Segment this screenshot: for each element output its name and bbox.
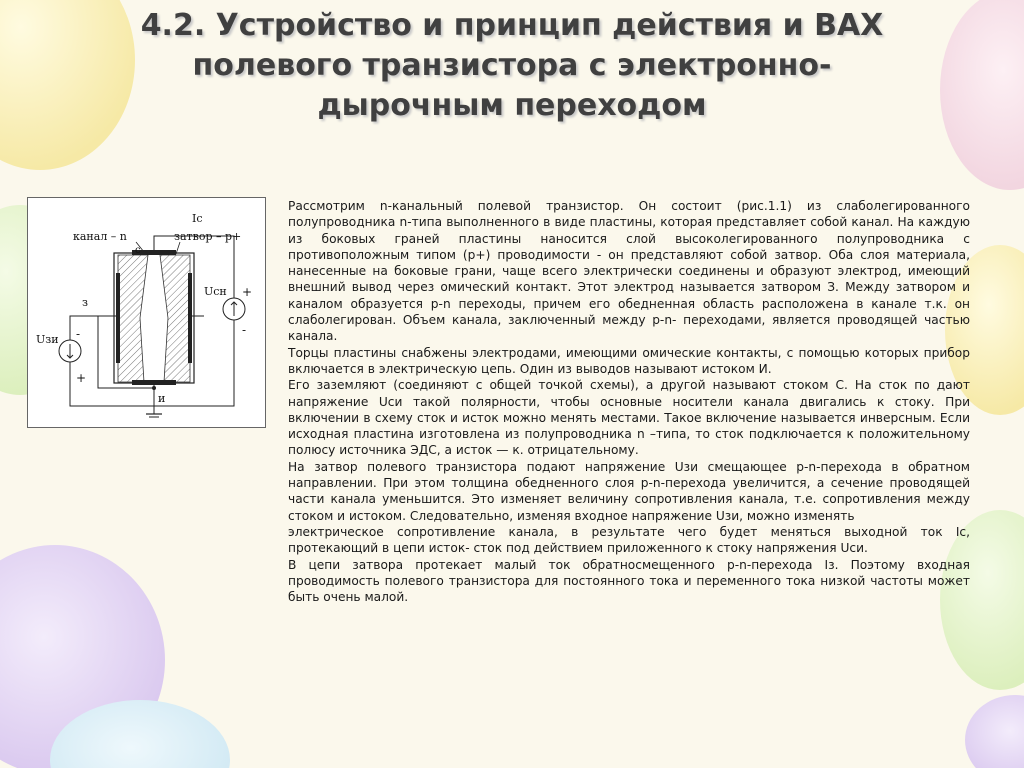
paragraph: Его заземляют (соединяют с общей точкой схемы), а другой называют стоком С. На сток по дают напряжение Uси такой полярности, чтобы основные носители канала двигались к стоку. При включении в схему сток и исток можно менять местами. Такое включение называется инверсным. Если исходная пластина изготовлена из полупроводника n –типа, то сток подключается к положительному полюсу источника ЭДС, а исток — к. отрицательному. [288, 378, 970, 458]
label-uzn: Uзи [36, 333, 59, 346]
body-text [288, 198, 970, 605]
fet-structure-diagram [27, 197, 266, 428]
label-ucn: Uсн [204, 285, 227, 298]
balloon-purple-bottom-right [965, 695, 1024, 768]
gate-right [188, 273, 192, 363]
label-channel: канал – n [73, 230, 127, 243]
plus-ucn: + [242, 285, 253, 299]
label-z: з [82, 296, 88, 309]
paragraph: Торцы пластины снабжены электродами, имеющими омические контакты, с помощью которых прибор включается в электрическую цепь. Один из выводов называют истоком И. [288, 345, 970, 376]
title-line-1: 4.2. Устройство и принцип действия и ВАХ [140, 8, 884, 43]
label-n: и [158, 392, 166, 405]
label-c: с [135, 245, 141, 256]
plus-uzn: + [76, 371, 87, 385]
label-ic: Iс [192, 212, 203, 225]
label-gate: затвор – p+ [174, 230, 242, 243]
paragraph: Рассмотрим n-канальный полевой транзистор. Он состоит (рис.1.1) из слаболегированного полупроводника n-типа выполненного в виде пластины, которая представляет собой канал. На каждую из боковых граней пластины наносится слой высоколегированного полупроводника с противоположным типом (р+) проводимости - он представляют собой затвор. Оба слоя материала, нанесенные на боковые грани, чаще всего электрически соединены и образуют электрод, имеющий внешний вывод через омический контакт. Этот электрод называется затвором З. Между затвором и каналом образуется p-n переходы, причем его обедненная область расположена в канале т.к. он слаболегирован. Объем канала, заключенный между p-n- переходами, является проводящей частью канала. [288, 199, 970, 344]
minus-uzn: - [76, 327, 81, 341]
minus-ucn: - [242, 323, 247, 337]
gate-left [116, 273, 120, 363]
title-line-2: полевого транзистора с электронно- [192, 48, 832, 83]
paragraph: электрическое сопротивление канала, в результате чего будет меняться выходной ток Iс, протекающий в цепи исток- сток под действием приложенного к стоку напряжения Uси. [288, 524, 970, 556]
source-electrode [132, 380, 176, 385]
slide-title [60, 6, 964, 126]
title-line-3: дырочным переходом [317, 88, 707, 123]
paragraph: В цепи затвора протекает малый ток обратносмещенного p-n-перехода Iз. Поэтому входная проводимость полевого транзистора для постоянного тока и переменного тока низкой частоты может быть очень малой. [288, 557, 970, 605]
paragraph: На затвор полевого транзистора подают напряжение Uзи смещающее p-n-перехода в обратном направлении. При этом толщина обедненного слоя p-n-перехода увеличится, а сечение проводящей части канала уменьшится. Это изменяет величину сопротивления канала, т.е. сопротивления между стоком и истоком. Следовательно, изменяя входное напряжение Uзи, можно изменять [288, 459, 970, 523]
